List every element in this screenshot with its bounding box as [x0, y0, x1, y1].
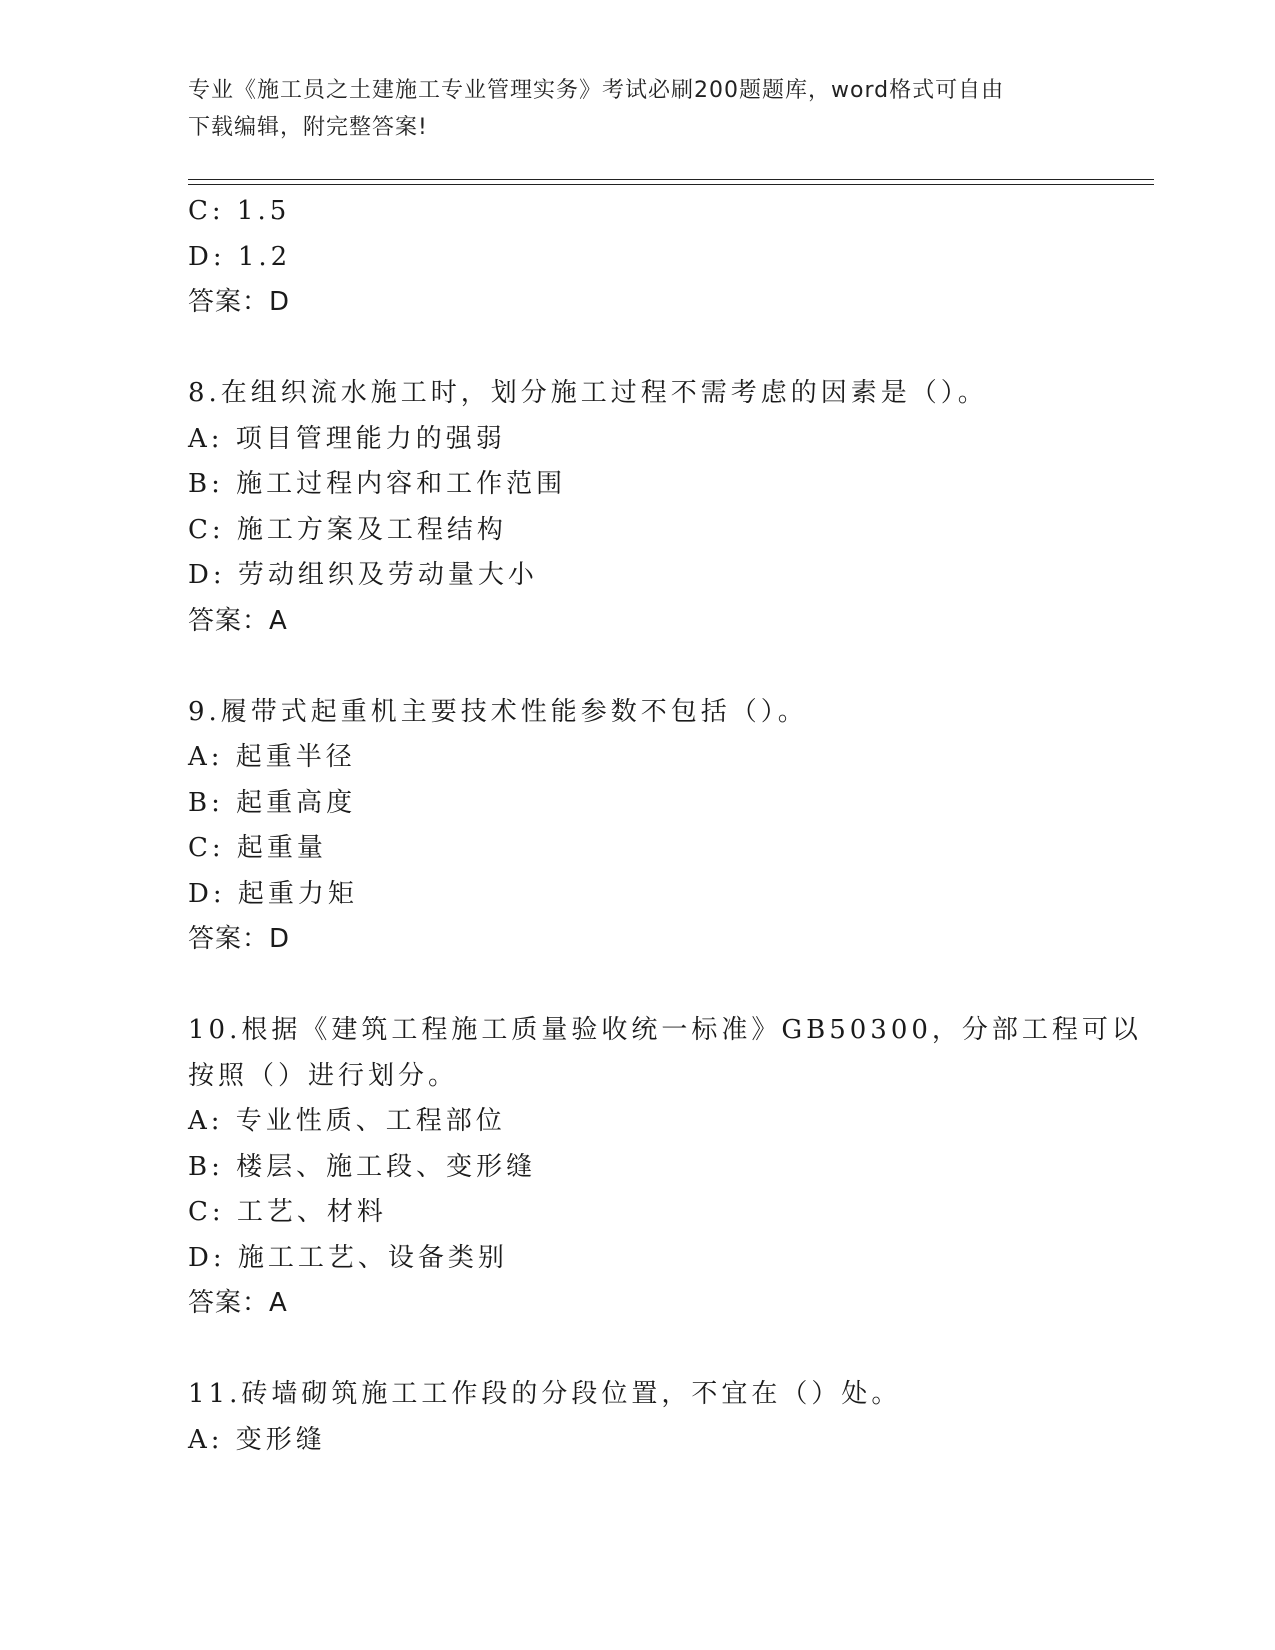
answer-line: 答案：A: [188, 605, 288, 636]
option-c: C: 起重量: [188, 833, 327, 863]
header-line-2: 下载编辑，附完整答案!: [188, 115, 428, 140]
answer-line: 答案：D: [188, 924, 291, 954]
question-text-line-2: 按照（）进行划分。: [188, 1060, 459, 1091]
header-divider-bottom: [188, 184, 1154, 185]
previous-question-tail: [188, 189, 1154, 326]
answer-line: 答案：D: [188, 287, 291, 317]
option-b: B: 起重高度: [188, 787, 357, 818]
option-d: D: 施工工艺、设备类别: [188, 1242, 508, 1273]
question-10: [188, 1008, 1154, 1327]
question-8: [188, 371, 1154, 644]
option-a: A: 项目管理能力的强弱: [188, 423, 506, 454]
document-header: [188, 72, 1088, 146]
option-d: D: 起重力矩: [188, 878, 358, 909]
header-line-1: 专业《施工员之土建施工专业管理实务》考试必刷200题题库，word格式可自由: [188, 78, 1005, 103]
option-c: C: 工艺、材料: [188, 1197, 387, 1227]
question-text-line-1: 10.根据《建筑工程施工质量验收统一标准》GB50300，分部工程可以: [188, 1015, 1142, 1045]
option-b: B: 楼层、施工段、变形缝: [188, 1151, 537, 1182]
option-c: C: 1.5: [188, 196, 291, 226]
spacer: [188, 963, 1154, 1009]
option-a: A: 专业性质、工程部位: [188, 1106, 506, 1136]
option-d: D: 劳动组织及劳动量大小: [188, 560, 538, 590]
answer-line: 答案：A: [188, 1288, 288, 1318]
spacer: [188, 644, 1154, 690]
question-list: [188, 189, 1154, 1463]
question-text: 8.在组织流水施工时，划分施工过程不需考虑的因素是（）。: [188, 378, 988, 408]
question-text: 11.砖墙砌筑施工工作段的分段位置，不宜在（）处。: [188, 1379, 902, 1409]
question-text: 9.履带式起重机主要技术性能参数不包括（）。: [188, 696, 808, 727]
option-a: A: 起重半径: [188, 742, 356, 772]
option-b: B: 施工过程内容和工作范围: [188, 469, 567, 499]
option-d: D: 1.2: [188, 241, 292, 272]
option-a: A: 变形缝: [188, 1424, 326, 1455]
spacer: [188, 326, 1154, 372]
option-c: C: 施工方案及工程结构: [188, 514, 507, 545]
question-9: [188, 690, 1154, 963]
question-11: [188, 1372, 1154, 1463]
spacer: [188, 1327, 1154, 1373]
header-divider-top: [188, 179, 1154, 180]
